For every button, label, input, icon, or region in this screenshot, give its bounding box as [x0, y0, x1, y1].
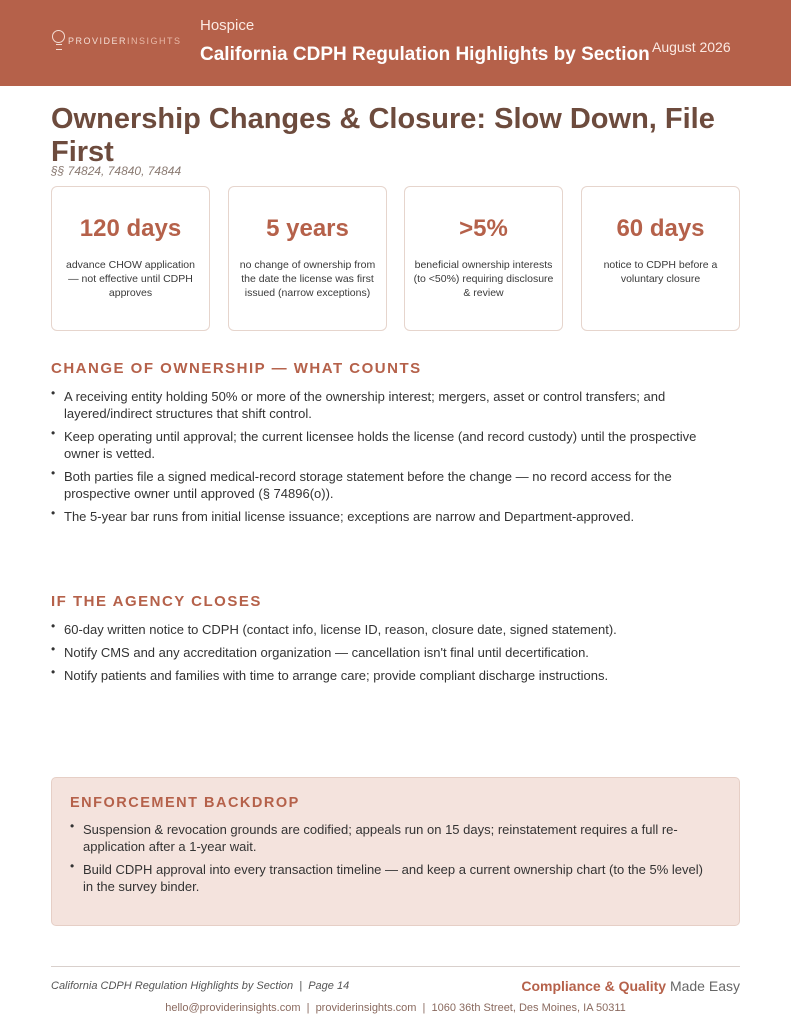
list-item: • Build CDPH approval into every transaction timeline — and keep a current ownership chart (to the 5% level) in the survey binder. [70, 859, 703, 894]
stat-value: 120 days [79, 215, 182, 242]
list-item: • 60-day written notice to CDPH (contact info, license ID, reason, closure date, signed statement). [51, 619, 617, 637]
bullet-icon: • [51, 619, 56, 633]
header-date: August 2026 [652, 39, 731, 55]
lightbulb-icon [52, 30, 66, 52]
page-title: Ownership Changes & Closure: Slow Down, File First [51, 103, 715, 168]
provider-insights-logo [52, 30, 182, 52]
bullet-icon: • [51, 386, 56, 400]
bullet-icon: • [51, 506, 56, 520]
list-item: • Notify patients and families with time to arrange care; provide compliant discharge instructions. [51, 665, 609, 683]
agency-closes-list [51, 621, 731, 690]
enforcement-callout [51, 777, 740, 926]
stat-description: advance CHOW application — not effective until CDPH approves [66, 259, 195, 299]
footer-page-info: California CDPH Regulation Highlights by Section | Page 14 [51, 980, 350, 992]
change-of-ownership-list [51, 388, 731, 531]
stat-value: 5 years [266, 215, 349, 242]
bullet-icon: • [51, 665, 56, 679]
section-heading-agency-closes: IF THE AGENCY CLOSES [51, 593, 262, 610]
section-heading-enforcement: ENFORCEMENT BACKDROP [70, 795, 300, 811]
header-subtitle: Hospice [200, 17, 255, 34]
section-reference: §§ 74824, 74840, 74844 [51, 164, 182, 178]
footer-contact: hello@providerinsights.com | providerinsights.com | 1060 36th Street, Des Moines, IA 50311 [165, 1002, 626, 1014]
stat-value: 60 days [616, 215, 705, 242]
header-title: California CDPH Regulation Highlights by Section [200, 44, 650, 65]
stat-value: >5% [459, 215, 508, 242]
bullet-icon: • [70, 819, 75, 833]
stat-description: no change of ownership from the date the license was first issued (narrow exceptions) [239, 259, 376, 299]
bullet-icon: • [51, 466, 56, 480]
bullet-icon: • [51, 642, 56, 656]
stat-description: notice to CDPH before a voluntary closure [603, 259, 718, 285]
stat-card [404, 186, 563, 331]
enforcement-list [70, 821, 710, 901]
stat-card [51, 186, 210, 331]
list-item: • Suspension & revocation grounds are codified; appeals run on 15 days; reinstatement requires a full re-application after a 1-year wait. [70, 819, 678, 854]
list-item: • The 5-year bar runs from initial license issuance; exceptions are narrow and Department-approved. [51, 506, 635, 524]
stat-card [228, 186, 387, 331]
section-heading-change-of-ownership: CHANGE OF OWNERSHIP — WHAT COUNTS [51, 360, 422, 377]
logo-wordmark: PROVIDERINSIGHTS [68, 36, 182, 46]
list-item: • A receiving entity holding 50% or more of the ownership interest; mergers, asset or control transfers; and layered/indirect structures that shift control. [51, 386, 666, 421]
stat-cards [51, 186, 740, 331]
header-band [0, 0, 791, 86]
list-item: • Both parties file a signed medical-record storage statement before the change — no record access for the prospective owner until approved (§ 74896(o)). [51, 466, 672, 501]
bullet-icon: • [51, 426, 56, 440]
bullet-icon: • [70, 859, 75, 873]
list-item: • Notify CMS and any accreditation organization — cancellation isn't final until decertification. [51, 642, 589, 660]
footer-divider [51, 966, 740, 967]
list-item: • Keep operating until approval; the current licensee holds the license (and record custody) until the prospective owner is vetted. [51, 426, 697, 461]
stat-card [581, 186, 740, 331]
footer-tagline: Compliance & Quality Made Easy [521, 978, 740, 994]
stat-description: beneficial ownership interests (to <50%) requiring disclosure & review [413, 259, 554, 299]
